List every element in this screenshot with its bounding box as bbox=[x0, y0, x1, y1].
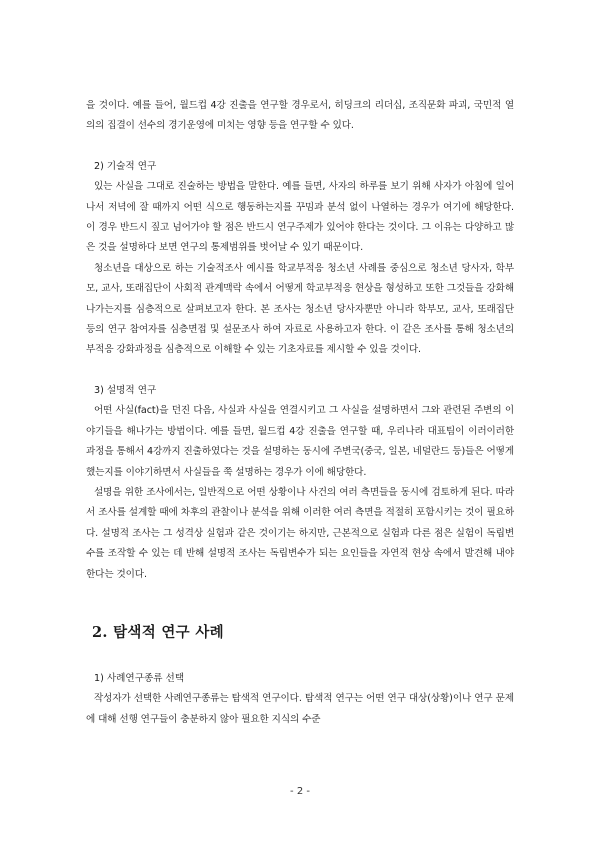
case-type-paragraph: 작성자가 선택한 사례연구종류는 탐색적 연구이다. 탐색적 연구는 어떤 연구 대상(상황)이나 연구 문제에 대해 선행 연구들이 충분하지 않아 필요한 지식의 수준 bbox=[86, 693, 514, 725]
explanatory-research-heading: 3) 설명적 연구 bbox=[94, 384, 157, 396]
descriptive-paragraph-2: 청소년을 대상으로 하는 기술적조사 예시를 학교부적응 청소년 사례를 중심으로 청소년 당사자, 학부모, 교사, 또래집단이 사회적 관계맥락 속에서 어떻게 학교부적응 현상을 형성하고 또한 그것들을 강화해 나가는지를 심층적으로 살펴보고자 한다. 본 조사는 청소년 당사자뿐만 아니라 학부모, 교사, 또래집단 등의 연구 참여자를 심층면접 및 설문조사 하여 자료로 사용하고자 한다. 이 같은 조사를 통해 청소년의 부적응 강화과정을 심층적으로 이해할 수 있는 기초자료를 제시할 수 있을 것이다. bbox=[86, 262, 514, 356]
intro-paragraph: 을 것이다. 예를 들어, 월드컵 4강 진출을 연구할 경우로서, 히딩크의 리더십, 조직문화 파괴, 국민적 열의의 집결이 선수의 경기운영에 미치는 영향 등을 연구할 수 있다. bbox=[86, 100, 514, 132]
explanatory-paragraph-2: 설명을 위한 조사에서는, 일반적으로 어떤 상황이나 사건의 여러 측면들을 동시에 검토하게 된다. 따라서 조사를 설계할 때에 차후의 관찰이나 분석을 위해 이러한 여러 측면을 적절히 포함시키는 것이 필요하다. 설명적 조사는 그 성격상 실험과 같은 것이기는 하지만, 근본적으로 실험과 다른 점은 실험이 독립변수를 조작할 수 있는 데 반해 설명적 조사는 독립변수가 되는 요인들을 자연적 현상 속에서 발견해 내야 한다는 것이다. bbox=[86, 486, 514, 580]
section-title: 2. 탐색적 연구 사례 bbox=[92, 623, 224, 641]
descriptive-research-heading: 2) 기술적 연구 bbox=[94, 160, 157, 172]
case-type-heading: 1) 사례연구종류 선택 bbox=[94, 672, 185, 684]
page-number: - 2 - bbox=[290, 786, 310, 797]
explanatory-paragraph-1: 어떤 사실(fact)을 던진 다음, 사실과 사실을 연결시키고 그 사실을 설명하면서 그와 관련된 주변의 이야기들을 해나가는 방법이다. 예를 들면, 월드컵 4강 진출을 연구할 때, 우리나라 대표팀이 이러이러한 과정을 통해서 4강까지 진출하였다는 것을 설명하는 동시에 주변국(중국, 일본, 네덜란드 등)들은 어떻게 했는지를 이야기하면서 사실들을 쭉 설명하는 경우가 이에 해당한다. bbox=[86, 405, 514, 478]
descriptive-paragraph-1: 있는 사실을 그대로 진술하는 방법을 말한다. 예를 들면, 사자의 하루를 보기 위해 사자가 아침에 일어나서 저녁에 잘 때까지 어떤 식으로 행동하는지를 꾸밈과 분석 없이 나열하는 경우가 여기에 해당한다. 이 경우 반드시 짚고 넘어가야 할 점은 반드시 연구주제가 있어야 한다는 것이다. 그 이유는 다양하고 많은 것을 설명하다 보면 연구의 통제범위를 벗어날 수 있기 때문이다. bbox=[86, 181, 514, 254]
